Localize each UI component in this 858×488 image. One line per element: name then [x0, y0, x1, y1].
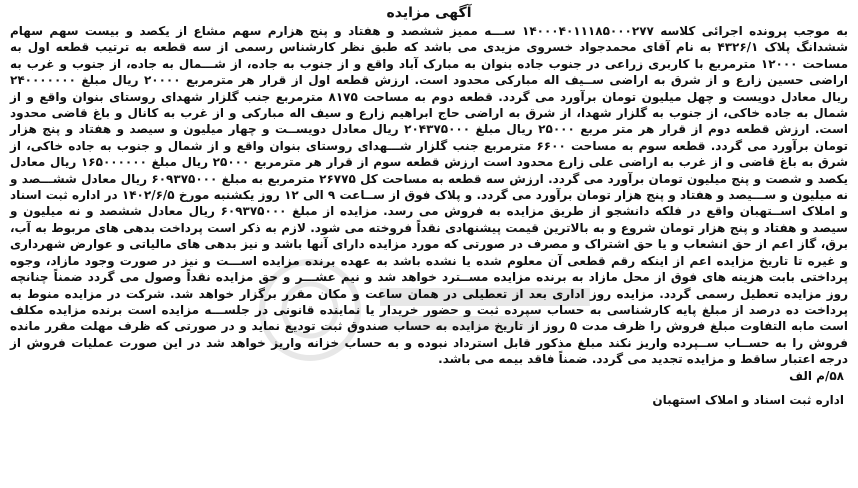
- issuing-organization: اداره ثبت اسناد و املاک استهبان: [652, 392, 844, 407]
- notice-body: به موجب پرونده اجرائی کلاسه ۱۴۰۰۰۴۰۱۱۱۸۵۰۰۰۲۷۷ ســـه ممیز ششصد و هفتاد و پنج هزارم سهم مشاع از یکصد و بیست سهم سهام ششدانگ پلاک ۴۳۲۶/۱ به نام آقای محمدجواد خسروی مزیدی می باشد که طبق نظر کارشناس رسمی از سه قطعه به ترتیب قطعه اول به مساحت ۱۲۰۰۰ مترمربع با کاربری زراعی در جنوب جاده بنوان به مبارک آباد واقع و از جنوب به جاده، از شـــمال به جاده، از جنوب و غرب به اراضی حسین زارع و از شرق به اراضی ســیف اله مبارکی محدود است. ارزش قطعه اول از قرار هر مترمربع ۲۰۰۰۰ ریال مبلغ ۲۴۰۰۰۰۰۰۰ ریال معادل دویست و چهل میلیون تومان برآورد می گردد. قطعه دوم به مساحت ۸۱۷۵ مترمربع جنب گلزار شهدای روستای بنوان واقع و از شمال به جاده خاکی، از جنوب به گلزار شهدا، از شرق به اراضی حاج ابراهیم زارع و سیف اله مبارکی و از غرب به کانال و باغ قاضی محدود است. ارزش قطعه دوم از قرار هر متر مربع ۲۵۰۰۰ ریال مبلغ ۲۰۴۳۷۵۰۰۰ ریال معادل دویســت و چهار میلیون و سیصد و هفتاد و پنج هزار تومان برآورد می گردد. قطعه سوم به مساحت ۶۶۰۰ مترمربع جنب گلزار شـــهدای روستای بنوان واقع و از شمال و جنوب به جاده خاکی، از شرق به باغ قاضی و از غرب به اراضی علی زارع محدود است ارزش قطعه سوم از قرار هر مترمربع ۲۵۰۰۰ ریال مبلغ ۱۶۵۰۰۰۰۰۰ ریال معادل یکصد و شصت و پنج میلیون تومان برآورد می گردد. ارزش سه قطعه به مساحت کل ۲۶۷۷۵ مترمربع به مبلغ ۶۰۹۳۷۵۰۰۰ ریال معادل ششـــصد و نه میلیون و ســـیصد و هفتاد و پنج هزار تومان برآورد می گردد. و پلاک فوق از ســاعت ۹ الی ۱۲ روز یکشنبه مورخ ۱۴۰۲/۶/۵ در اداره ثبت اسناد و املاک اســتهبان واقع در فلکه دانشجو از طریق مزایده به فروش می رسد. مزایده از مبلغ ۶۰۹۳۷۵۰۰۰ ریال معادل ششصد و نه میلیون و سیصد و هفتاد و پنج هزار تومان شروع و به بالاترین قیمت پیشنهادی نقداً فروخته می شود. لازم به ذکر است پرداخت بدهی های مربوط به آب، برق، گاز اعم از حق انشعاب و یا حق اشتراک و مصرف در صورتی که مورد مزایده دارای آنها باشد و نیز بدهی های مالیاتی و عوارض شهرداری و غیره تا تاریخ مزایده اعم از اینکه رقم قطعی آن معلوم شده یا نشده باشد به عهده برنده مزایده اســـت و نیز در صورت وجود مازاد، وجوه پرداختی بابت هزینه های فوق از محل مازاد به برنده مزایده مســترد خواهد شد و نیم عشـــر و حق مزایده نقداً وصول می گردد ضمناً چنانچه روز مزایده تعطیل رسمی گردد. مزایده روز اداری بعد از تعطیلی در همان ساعت و مکان مقرر برگزار خواهد شد. شرکت در مزایده منوط به پرداخت ده درصد از مبلغ پایه کارشناسی به حساب سپرده ثبت و حضور خریدار یا نماینده قانونی در جلســـه مزایده است برنده مزایده مکلف است مابه التفاوت مبلغ فروش را ظرف مدت ۵ روز از تاریخ مزایده به حساب صندوق ثبت تودیع نماید و در صورتی که ظرف مهلت مقرر مانده فروش را به حســاب ســپرده واریز نکند مبلغ مذکور قابل استرداد نبوده و به حساب خزانه واریز خواهد شد در این صورت عملیات فروش از درجه اعتبار ساقط و مزایده تجدید می گردد. ضمناً فاقد بیمه می باشد.: [10, 24, 849, 367]
- notice-title: آگهی مزایده: [386, 5, 472, 21]
- notice-reference: ۵۸/م الف: [789, 368, 844, 383]
